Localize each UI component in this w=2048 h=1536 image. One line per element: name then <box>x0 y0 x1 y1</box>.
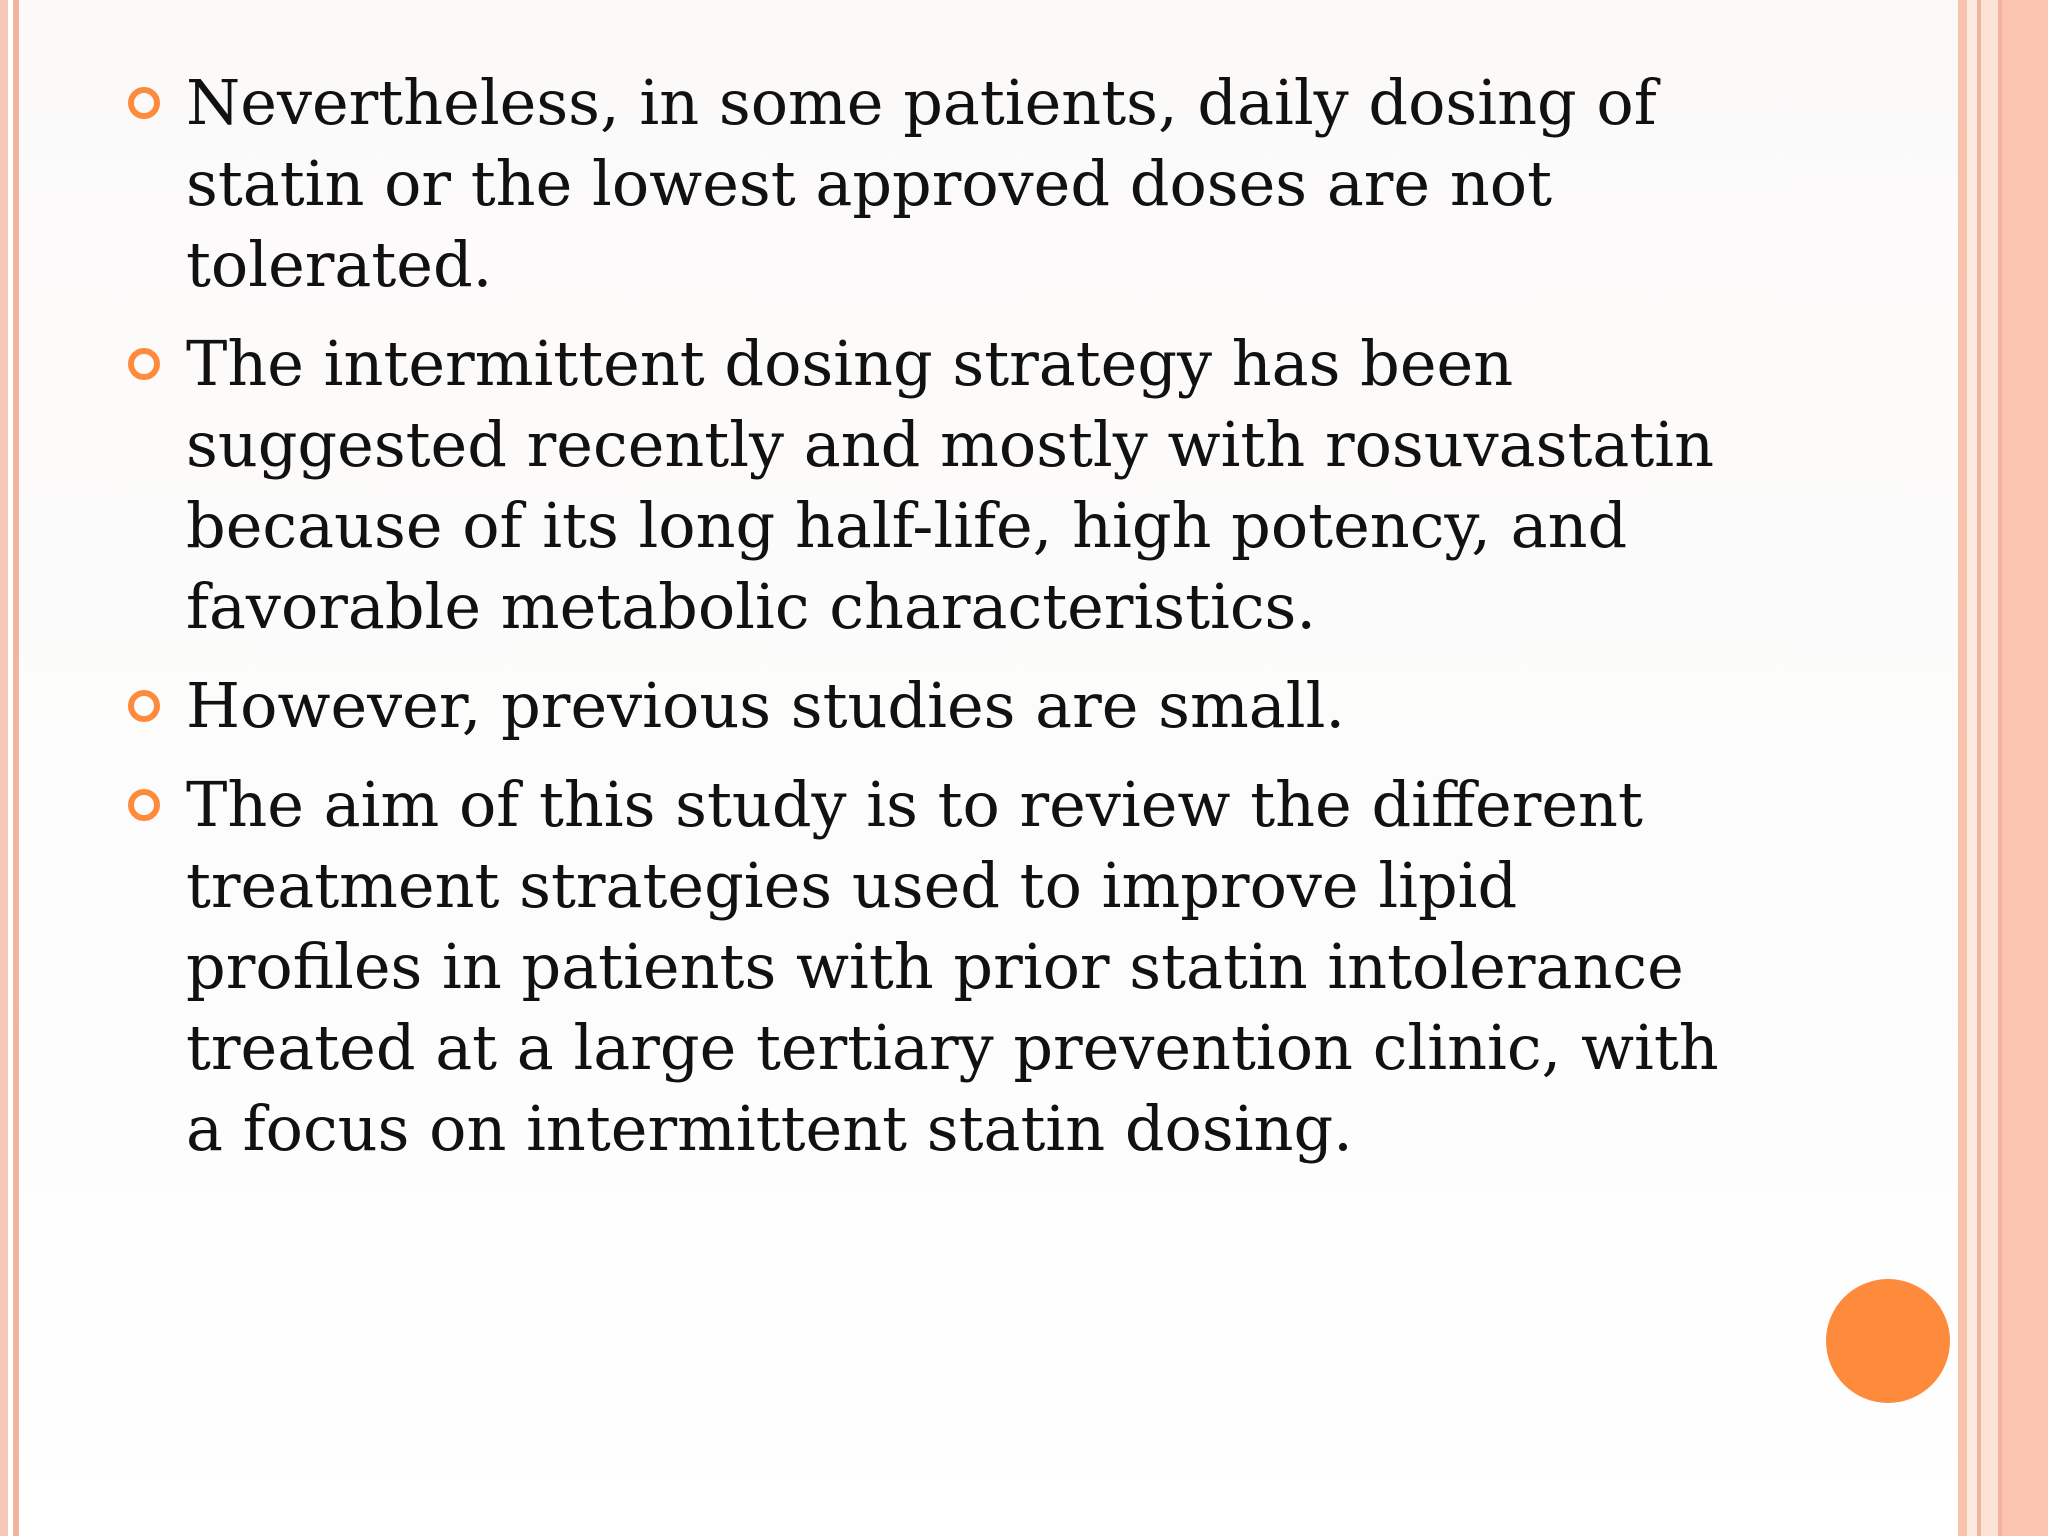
ring-bullet-icon <box>128 348 160 380</box>
right-border-stripe <box>1958 0 1967 1536</box>
left-border-stripe-inner <box>13 0 19 1536</box>
ring-bullet-icon <box>128 789 160 821</box>
left-border-stripe <box>0 0 8 1536</box>
bullet-text: Nevertheless, in some patients, daily dosing of statin or the lowest approved doses are not tolerated. <box>186 66 1657 301</box>
bullet-text: The intermittent dosing strategy has been suggested recently and mostly with rosuvastatin because of its long half-life, high potency, and favorable metabolic characteristics. <box>186 327 1715 643</box>
right-border-gap-wide <box>1981 0 1998 1536</box>
right-border-gap <box>1967 0 1977 1536</box>
bullet-item <box>128 62 1768 305</box>
bullet-item <box>128 323 1768 647</box>
accent-circle <box>1826 1279 1950 1403</box>
bullet-item <box>128 665 1768 746</box>
slide-content <box>128 62 1768 1187</box>
bullet-text: However, previous studies are small. <box>186 669 1346 742</box>
bullet-text: The aim of this study is to review the different treatment strategies used to improve lipid profiles in patients with prior statin intolerance treated at a large tertiary prevention clinic, with a focus on intermittent statin dosing. <box>186 768 1719 1165</box>
ring-bullet-icon <box>128 87 160 119</box>
bullet-item <box>128 764 1768 1169</box>
bullet-list <box>128 62 1768 1169</box>
ring-bullet-icon <box>128 690 160 722</box>
right-border-band <box>2002 0 2048 1536</box>
